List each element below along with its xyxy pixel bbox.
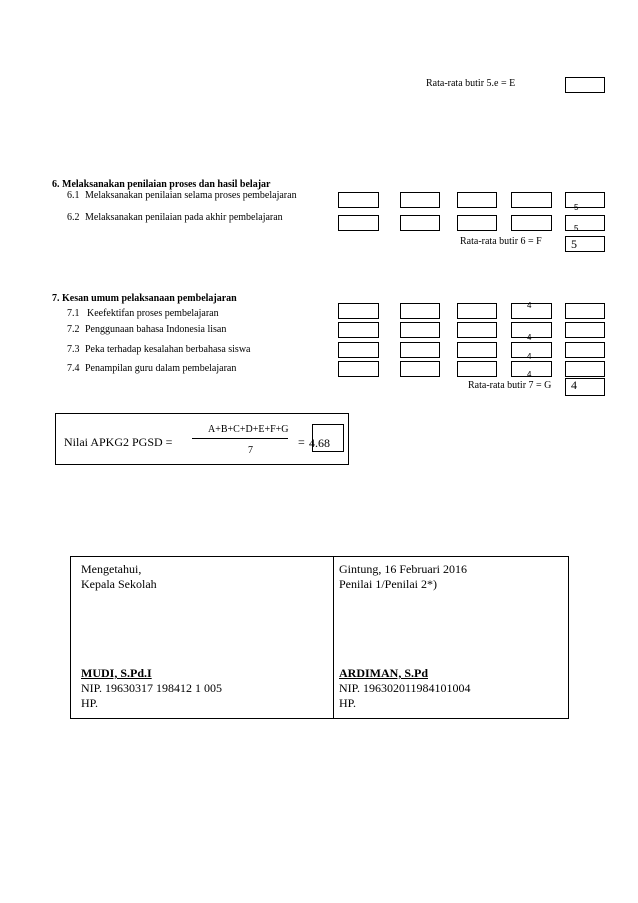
item-6-1-box-1[interactable] (338, 192, 379, 208)
item-7-1-text: Keefektifan proses pembelajaran (87, 308, 219, 319)
item-6-2-box-2[interactable] (400, 215, 440, 231)
item-7-3-box-5[interactable] (565, 342, 605, 358)
item-6-2-box-3[interactable] (457, 215, 497, 231)
item-7-4-box-3[interactable] (457, 361, 497, 377)
item-7-2-box-5[interactable] (565, 322, 605, 338)
avg-5e-label: Rata-rata butir 5.e = E (426, 78, 516, 89)
item-6-1-number: 6.1 (67, 190, 80, 201)
item-6-1-box-4[interactable] (511, 192, 552, 208)
signature-table (70, 556, 569, 719)
fraction-line (192, 438, 288, 439)
formula-equals: = (298, 435, 305, 449)
section6-heading: 6. Melaksanakan penilaian proses dan hasil belajar (52, 179, 271, 190)
item-6-1-text: Melaksanakan penilaian selama proses pembelajaran (85, 190, 297, 201)
item-7-3-score: 4 (527, 352, 532, 361)
item-7-2-text: Penggunaan bahasa Indonesia lisan (85, 324, 227, 335)
formula-numerator: A+B+C+D+E+F+G (208, 424, 289, 435)
right-name: ARDIMAN, S.Pd (339, 666, 429, 680)
item-7-2-score: 4 (527, 333, 532, 342)
item-6-1-box-3[interactable] (457, 192, 497, 208)
item-7-4-box-1[interactable] (338, 361, 379, 377)
item-7-1-box-4[interactable] (511, 303, 552, 319)
item-7-1-box-1[interactable] (338, 303, 379, 319)
item-7-2-box-4[interactable] (511, 322, 552, 338)
item-6-2-box-1[interactable] (338, 215, 379, 231)
left-line2: Kepala Sekolah (81, 577, 157, 591)
avg-7-label: Rata-rata butir 7 = G (468, 380, 552, 391)
item-7-3-text: Peka terhadap kesalahan berbahasa siswa (85, 344, 251, 355)
right-nip: NIP. 196302011984101004 (339, 681, 471, 695)
right-line2: Penilai 1/Penilai 2*) (339, 577, 437, 591)
item-6-1-box-5[interactable] (565, 192, 605, 208)
item-6-1-box-2[interactable] (400, 192, 440, 208)
item-7-2-box-2[interactable] (400, 322, 440, 338)
item-7-4-score: 4 (527, 370, 532, 379)
item-7-4-box-2[interactable] (400, 361, 440, 377)
item-6-2-text: Melaksanakan penilaian pada akhir pembelajaran (85, 212, 283, 223)
item-7-1-box-2[interactable] (400, 303, 440, 319)
item-7-1-score: 4 (527, 301, 532, 310)
left-nip: NIP. 19630317 198412 1 005 (81, 681, 223, 695)
item-7-3-number: 7.3 (67, 344, 80, 355)
avg-6-label: Rata-rata butir 6 = F (460, 236, 542, 247)
item-7-2-box-3[interactable] (457, 322, 497, 338)
item-6-2-box-4[interactable] (511, 215, 552, 231)
formula-box (55, 413, 349, 465)
avg-7-value: 4 (571, 378, 577, 392)
item-7-4-number: 7.4 (67, 363, 80, 374)
formula-result: 4.68 (309, 436, 330, 450)
item-7-3-box-4[interactable] (511, 342, 552, 358)
right-line1: Gintung, 16 Februari 2016 (339, 562, 467, 576)
item-6-2-score: 5 (574, 224, 579, 233)
item-7-4-box-4[interactable] (511, 361, 552, 377)
avg-6-value: 5 (571, 237, 577, 251)
item-7-4-text: Penampilan guru dalam pembelajaran (85, 363, 237, 374)
item-7-3-box-2[interactable] (400, 342, 440, 358)
item-7-1-box-3[interactable] (457, 303, 497, 319)
item-7-3-box-3[interactable] (457, 342, 497, 358)
section7-heading: 7. Kesan umum pelaksanaan pembelajaran (52, 293, 237, 304)
left-hp: HP. (81, 696, 99, 710)
right-hp: HP. (339, 696, 357, 710)
item-7-2-number: 7.2 (67, 324, 80, 335)
item-7-4-box-5[interactable] (565, 361, 605, 377)
formula-denominator: 7 (248, 445, 253, 456)
item-6-2-box-5[interactable] (565, 215, 605, 231)
item-7-2-box-1[interactable] (338, 322, 379, 338)
left-name: MUDI, S.Pd.I (81, 666, 152, 680)
avg-5e-box[interactable] (565, 77, 605, 93)
item-6-1-score: 5 (574, 203, 579, 212)
formula-label: Nilai APKG2 PGSD = (64, 435, 173, 449)
item-7-3-box-1[interactable] (338, 342, 379, 358)
signature-divider (333, 557, 334, 718)
left-line1: Mengetahui, (81, 562, 142, 576)
item-7-1-number: 7.1 (67, 308, 80, 319)
item-7-1-box-5[interactable] (565, 303, 605, 319)
item-6-2-number: 6.2 (67, 212, 80, 223)
